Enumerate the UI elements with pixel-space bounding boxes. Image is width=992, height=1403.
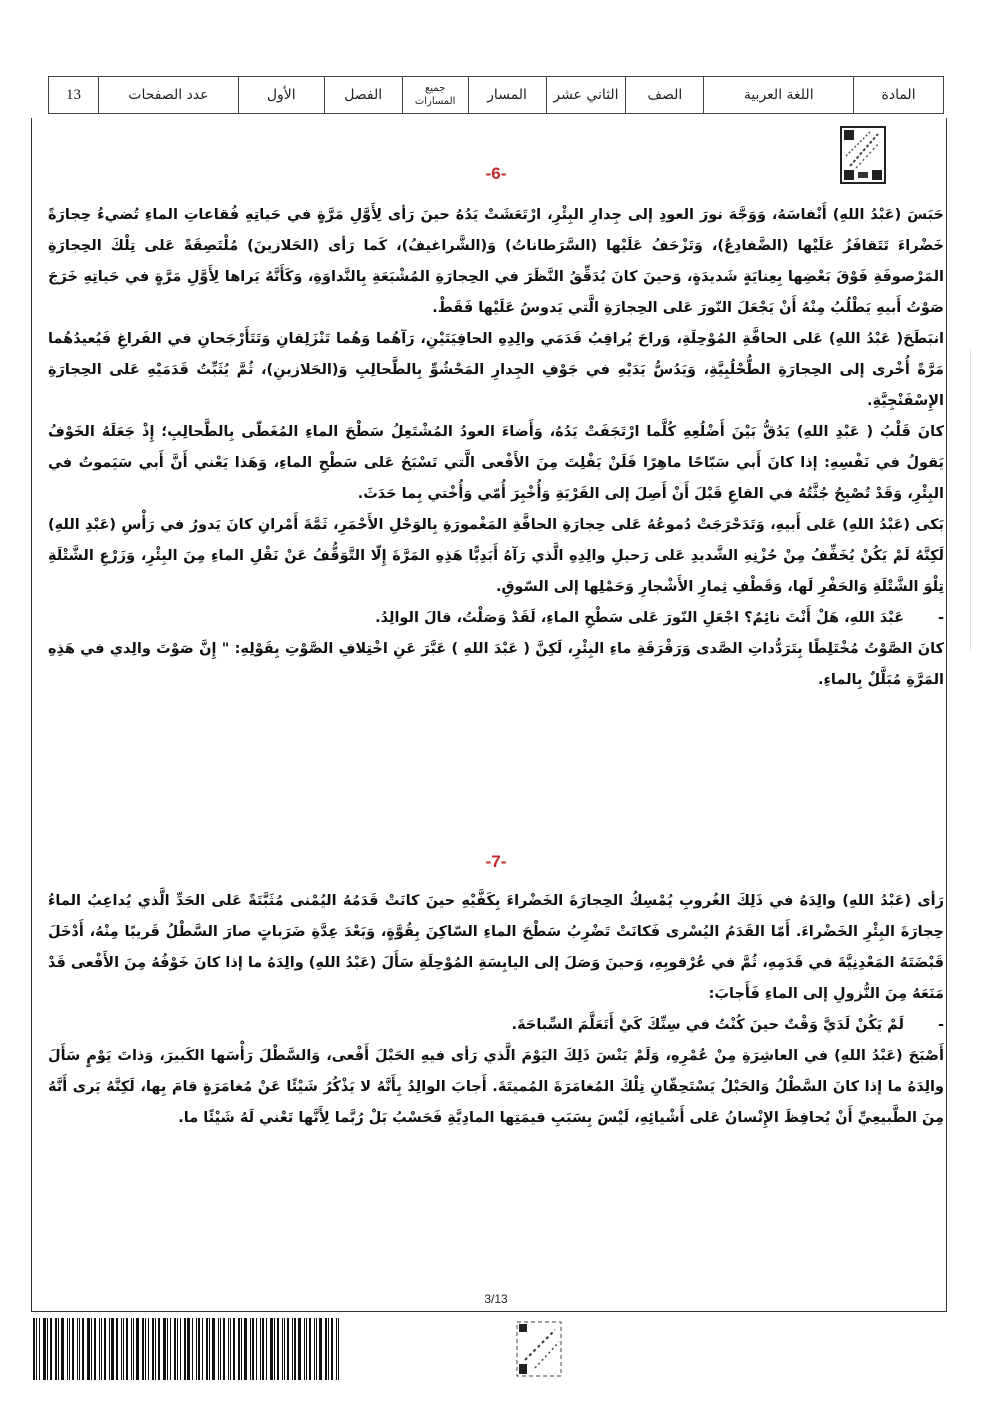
barcode-bar xyxy=(33,1318,35,1380)
barcode-bar xyxy=(123,1318,124,1380)
barcode-bar xyxy=(50,1318,52,1380)
barcode-bar xyxy=(109,1318,110,1380)
barcode-bar xyxy=(282,1318,283,1380)
barcode-bar xyxy=(306,1318,307,1380)
barcode-bar xyxy=(244,1318,247,1380)
barcode-bar xyxy=(331,1318,333,1380)
barcode-bar xyxy=(170,1318,171,1380)
barcode-bar xyxy=(43,1318,46,1380)
barcode-bar xyxy=(274,1318,275,1380)
barcode-bar xyxy=(220,1318,221,1380)
barcode-bar xyxy=(230,1318,231,1380)
track-value-line2: المسارات xyxy=(414,96,456,107)
subject-value: اللغة العربية xyxy=(704,77,854,114)
barcode-bar xyxy=(145,1318,146,1380)
barcode-bar xyxy=(79,1318,80,1380)
barcode-bar xyxy=(136,1318,139,1380)
dialog-line xyxy=(48,603,944,634)
track-value-line1: جميع xyxy=(424,83,446,94)
section-number-7: -7- xyxy=(485,852,507,871)
paragraph: رَأى (عَبْدُ اللهِ) والِدَهُ في ذَلِكَ الغُروبِ يُمْسِكُ الحِجارَةَ الخَضْراءَ بِكَفَّيْهِ حينَ كانَتْ قَدَمُهُ اليُمْنى مُثَبَّتَةً عَلى الحَدِّ الَّذي يُداعِبُ الماءُ حِجارَةَ البِئْرِ الخَضْراءَ. أَمّا القَدَمُ اليُسْرى فَكانَتْ تَضْرِبُ سَطْحَ الماءِ السّاكِنَ بِقُوَّةٍ، وَبَعْدَ عِدَّةِ ضَرَباتٍ صارَ السَّطْلُ قَريبًا مِنْهُ، أَدْخَلَ قَبْضَتَهُ المَعْدِنِيَّةَ في قَدَمِهِ، ثُمَّ في عُرْقوبِهِ، وَحينَ وَصَلَ إلى اليابِسَةِ المُوْحِلَةِ سَأَلَ (عَبْدُ اللهِ) والِدَهُ ما إذا كانَ خَوْفُهُ مِنَ الأَفْعى قَدْ مَنَعَهُ مِنَ النُّزولِ إلى الماءِ فَأَجابَ: xyxy=(48,893,944,1002)
barcode-bar xyxy=(223,1318,225,1380)
barcode-bar xyxy=(148,1318,149,1380)
barcode-bar xyxy=(241,1318,242,1380)
dialog-text: لَمْ يَكُنْ لَدَيَّ وَقْتٌ حينَ كُنْتُ في سِنِّكَ كَيْ أَتَعَلَّمَ السِّباحَةَ. xyxy=(511,1017,904,1033)
barcode-bar xyxy=(91,1318,92,1380)
grade-value: الثاني عشر xyxy=(546,77,626,114)
barcode-bar xyxy=(187,1318,190,1380)
dialog-line xyxy=(48,1010,944,1041)
barcode-bar xyxy=(252,1318,254,1380)
grade-label: الصف xyxy=(626,77,704,114)
barcode-bar xyxy=(316,1318,317,1380)
barcode-bar xyxy=(338,1318,339,1380)
paragraph: كانَ قَلْبُ ( عَبْدِ اللهِ) يَدُقُّ بَيْنَ أَضْلُعِهِ كُلَّما ارْتَجَفَتْ يَدُهُ، وَأَضاءَ العودُ المُشْتَعِلُ سَطْحَ الماءِ المُغَطّى بِالطَّحالِبِ؛ إِذْ جَعَلَهُ الخَوْفُ يَقولُ في نَفْسِهِ: إذا كانَ أَبي سَبّاحًا ماهِرًا فَلَنْ يَفْلِتَ مِنَ الأَفْعى الَّتي تَسْبَحُ عَلى سَطْحِ الماءِ، وَهَذا يَعْني أَنَّ أَبي سَيَموتُ في البِئْرِ، وَقَدْ تُصْبِحُ جُثَّتُهُ في القاعِ قَبْلَ أَنْ أَصِلَ إلى القَرْيَةِ وَأُخْبِرَ أُمّي وَأُخْتي بِما حَدَثَ. xyxy=(48,424,944,502)
paragraph: كانَ الصَّوْتُ مُخْتَلِطًا بِتَرَدُّداتِ الصَّدى وَرَقْرَقَةِ ماءِ البِئْرِ، لَكِنَّ ( عَبْدَ اللهِ ) عَبَّرَ عَنِ اخْتِلافِ الصَّوْتِ بِقَوْلِهِ: " إِنَّ صَوْتَ والِدي في هَذِهِ المَرَّةِ مُبَلَّلٌ بِالماءِ. xyxy=(48,641,944,688)
barcode-bar xyxy=(94,1318,96,1380)
barcode-bar xyxy=(116,1318,118,1380)
barcode-bar xyxy=(304,1318,305,1380)
barcode-bar xyxy=(101,1318,102,1380)
barcode-bar xyxy=(104,1318,106,1380)
barcode-bar xyxy=(39,1318,40,1380)
pages-label: عدد الصفحات xyxy=(99,77,239,114)
barcode-bar xyxy=(294,1318,296,1380)
section-6-text xyxy=(48,200,944,696)
barcode-bar xyxy=(184,1318,186,1380)
barcode-bar xyxy=(228,1318,229,1380)
barcode-bar xyxy=(55,1318,57,1380)
section-number-6: -6- xyxy=(485,164,507,183)
page-number: 3/13 xyxy=(484,1292,508,1306)
barcode-bar xyxy=(238,1318,240,1380)
subject-label: المادة xyxy=(854,77,944,114)
barcode-bar xyxy=(82,1318,84,1380)
barcode-bar xyxy=(36,1318,37,1380)
barcode-bar xyxy=(212,1318,215,1380)
barcode-bar xyxy=(319,1318,322,1380)
barcode-bar xyxy=(284,1318,285,1380)
barcode-bar xyxy=(309,1318,311,1380)
barcode-bar xyxy=(292,1318,293,1380)
barcode-bar xyxy=(47,1318,48,1380)
paragraph: حَبَسَ (عَبْدُ اللهِ) أَنْفاسَهُ، وَوَجَّهَ نورَ العودِ إلى جِدارِ البِئْرِ، ارْتَعَشَتْ يَدُهُ حينَ رَأى لِأَوَّلِ مَرَّةٍ في حَياتِهِ فُقاعاتِ الماءِ تُضيءُ حِجارَةً خَضْراءَ تَتَقافَزُ عَلَيْها (الضَّفادِعُ)، وَتَزْحَفُ عَلَيْها (السَّرَطاناتُ) وَ(الشَّراغيفُ)، كَما رَأى (الحَلازينَ) مُلْتَصِقَةً عَلى تِلْكَ الحِجارَةِ المَرْصوفَةِ فَوْقَ بَعْضِها بِعِنايَةٍ شَديدَةٍ، وَحينَ كانَ يُدَقِّقُ النَّظَرَ في الحِجارَةِ المُشْبَعَةِ بِالنَّداوَةِ، وَكَأَنَّهُ يَراها لِأَوَّلِ مَرَّةٍ في حَياتِهِ خَرَجَ صَوْتُ أَبيهِ يَطْلُبُ مِنْهُ أَنْ يَجْعَلَ النّورَ عَلى الحِجارَةِ الَّتي يَدوسُ عَلَيْها فَقَطْ. xyxy=(48,207,944,316)
barcode-bar xyxy=(69,1318,70,1380)
paragraph: أَصْبَحَ (عَبْدُ اللهِ) في العاشِرَةِ مِنْ عُمْرِهِ، وَلَمْ يَنْسَ ذَلِكَ اليَوْمَ الَّذي رَأى فيهِ الحَبْلَ أَفْعى، وَالسَّطْلَ رَأْسَها الكَبيرَ، وَذاتَ يَوْمٍ سَأَلَ والِدَهُ ما إذا كانَ السَّطْلُ وَالحَبْلُ يَسْتَحِقّانِ تِلْكَ المُغامَرَةَ المُميتَةَ. أَجابَ الوالِدُ بِأَنَّهُ لا يَذْكُرُ شَيْئًا عَنْ مُغامَرَةٍ قامَ بِها، لَكِنَّهُ يَرى أَنَّهُ مِنَ الطَّبيعِيِّ أَنْ يُحافِظَ الإِنْسانُ عَلى أَشْيائِهِ، لَيْسَ بِسَبَبِ قيمَتِها المادِيَّةِ فَحَسْبُ بَلْ رُبَّما لِأَنَّها تَعْني لَهُ شَيْئًا ما. xyxy=(48,1048,944,1126)
qr-code-icon xyxy=(515,1320,563,1378)
barcode-bar xyxy=(67,1318,68,1380)
barcode-bar xyxy=(233,1318,235,1380)
barcode-bar xyxy=(61,1318,64,1380)
barcode-bar xyxy=(126,1318,128,1380)
barcode-bar xyxy=(111,1318,114,1380)
barcode-bar xyxy=(277,1318,279,1380)
barcode-bar xyxy=(262,1318,264,1380)
barcode-bar xyxy=(256,1318,257,1380)
term-value: الأول xyxy=(238,77,324,114)
barcode-bar xyxy=(177,1318,178,1380)
barcode-bar xyxy=(158,1318,160,1380)
barcode-bar xyxy=(180,1318,181,1380)
barcode-bar xyxy=(336,1318,337,1380)
barcode-bar xyxy=(174,1318,176,1380)
barcode-bar xyxy=(58,1318,59,1380)
barcode-bar xyxy=(325,1318,327,1380)
barcode-bar xyxy=(198,1318,200,1380)
paragraph: بَكى (عَبْدُ اللهِ) عَلى أَبيهِ، وَتَدَحْرَجَتْ دُموعُهُ عَلى حِجارَةِ الحافَّةِ المَغْمورَةِ بِالوَحْلِ الأَحْمَرِ، ثَمَّةَ أَمْرانِ كانَ يَدورُ في رَأْسِ (عَبْدِ اللهِ) لَكِنَّهُ لَمْ يَكُنْ يُخَفِّفُ مِنْ حُزْنِهِ الشَّديدِ عَلى رَحيلِ والِدِهِ الَّذي رَآهُ أَبَدِيًّا هَذِهِ المَرَّةَ إِلّا التَّوَقُّفُ عَنْ نَقْلِ الماءِ مِنَ البِئْرِ، وَزَرْعِ الشَّتْلَةِ تِلْوَ الشَّتْلَةِ وَالحَفْرِ لَها، وَقَطْفِ ثِمارِ الأَشْجارِ وَحَمْلِها إلى السّوقِ. xyxy=(48,517,944,595)
barcode-bar xyxy=(133,1318,134,1380)
dialog-dash: - xyxy=(937,1017,944,1033)
barcode-bar xyxy=(152,1318,154,1380)
barcode-bar xyxy=(287,1318,289,1380)
exam-info-table xyxy=(48,76,944,114)
barcode-bar xyxy=(87,1318,90,1380)
barcode-bar xyxy=(121,1318,122,1380)
barcode-bar xyxy=(163,1318,166,1380)
scan-artifact xyxy=(970,350,971,650)
barcode-bar xyxy=(266,1318,267,1380)
barcode-bar xyxy=(72,1318,74,1380)
barcode-icon xyxy=(33,1318,343,1380)
barcode-bar xyxy=(155,1318,156,1380)
barcode-bar xyxy=(314,1318,315,1380)
barcode-bar xyxy=(209,1318,210,1380)
track-label: المسار xyxy=(468,77,546,114)
paragraph: انبَطَحَ( عَبْدُ اللهِ) عَلى الحافَّةِ المُوْحِلَةِ، وَراحَ يُراقِبُ قَدَمَي والِدِهِ الحافِيَتَيْنِ، رَآهُما وَهُما تَنْزَلِقانِ وَتَتَأَرْجَحانِ في الفَراغِ فَيُعيدُهُما مَرَّةً أُخْرى إلى الحِجارَةِ الطُّحْلُبِيَّةِ، وَيَدُسُّ يَدَيْهِ في جَوْفِ الجِدارِ المَحْشُوِّ بِالطَّحالِبِ وَ(الحَلازينِ)، ثُمَّ يُثَبِّتُ قَدَمَيْهِ عَلى الحِجارَةِ الإِسْفَنْجِيَّةِ. xyxy=(48,331,944,409)
barcode-bar xyxy=(218,1318,219,1380)
barcode-bar xyxy=(167,1318,168,1380)
barcode-bar xyxy=(260,1318,261,1380)
dialog-text: عَبْدَ اللهِ، هَلْ أَنْتَ نائِمٌ؟ اجْعَلِ النّورَ عَلى سَطْحِ الماءِ، لَقَدْ وَصَلْتُ، قالَ الوالِدُ. xyxy=(375,610,904,626)
dialog-dash: - xyxy=(937,610,944,626)
barcode-bar xyxy=(270,1318,273,1380)
barcode-bar xyxy=(206,1318,208,1380)
pages-value: 13 xyxy=(49,77,99,114)
barcode-bar xyxy=(250,1318,251,1380)
section-7-text xyxy=(48,886,944,1134)
barcode-bar xyxy=(196,1318,197,1380)
term-label: الفصل xyxy=(324,77,402,114)
barcode-bar xyxy=(99,1318,100,1380)
track-value xyxy=(402,77,468,114)
barcode-bar xyxy=(202,1318,203,1380)
barcode-bar xyxy=(77,1318,78,1380)
barcode-bar xyxy=(131,1318,132,1380)
barcode-bar xyxy=(328,1318,329,1380)
barcode-bar xyxy=(142,1318,144,1380)
barcode-bar xyxy=(192,1318,193,1380)
barcode-bar xyxy=(298,1318,301,1380)
